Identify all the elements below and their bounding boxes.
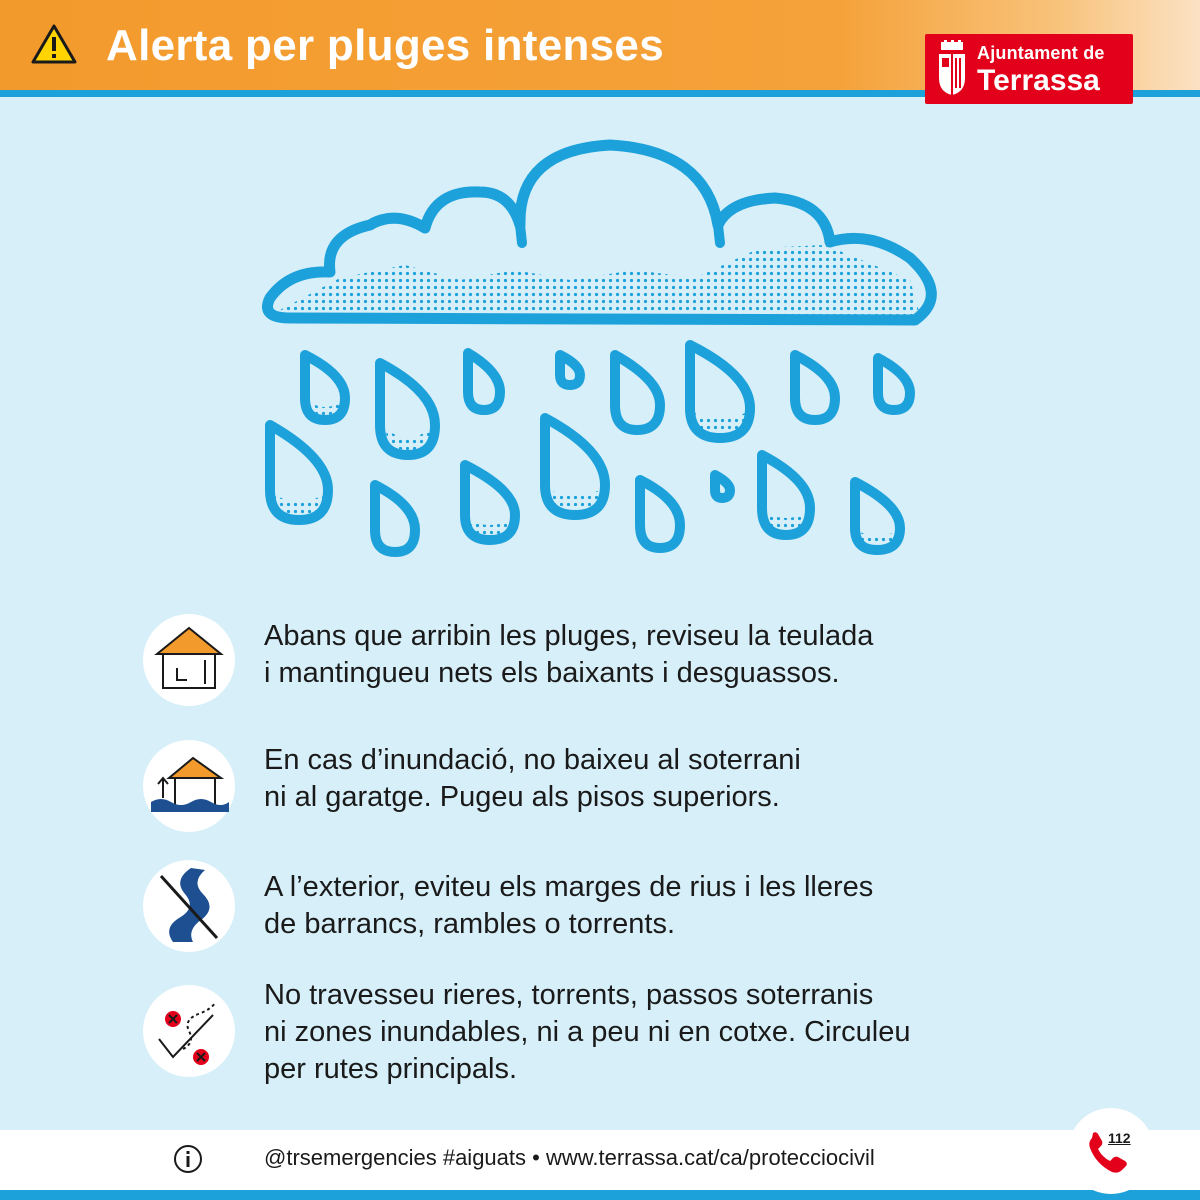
city-crest-icon	[937, 40, 967, 96]
tip-icon-circle	[143, 860, 235, 952]
city-logo[interactable]	[925, 34, 1133, 104]
emergency-number: 112	[1108, 1130, 1131, 1146]
footer-divider	[0, 1190, 1200, 1200]
info-icon[interactable]	[172, 1143, 204, 1175]
route-avoid-icon	[143, 985, 235, 1077]
tip-icon-circle	[143, 985, 235, 1077]
tip-line: No travesseu rieres, torrents, passos soterranis	[264, 979, 874, 1011]
tip-line: ni zones inundables, ni a peu ni en cotxe. Circuleu	[264, 1016, 911, 1048]
tip-icon-circle	[143, 614, 235, 706]
warning-triangle-icon	[31, 24, 77, 64]
tip-line: A l’exterior, eviteu els marges de rius i les lleres	[264, 871, 874, 903]
tip-text	[264, 742, 801, 816]
logo-text-top: Ajuntament de	[977, 43, 1105, 63]
tip-text	[264, 869, 873, 943]
footer-links[interactable]: @trsemergencies #aiguats • www.terrassa.cat/ca/protecciocivil	[264, 1145, 875, 1170]
tip-line: i mantingueu nets els baixants i desguassos.	[264, 657, 840, 689]
tip-text	[264, 977, 910, 1088]
no-river-icon	[143, 860, 235, 952]
tip-icon-circle	[143, 740, 235, 832]
tip-line: Abans que arribin les pluges, reviseu la teulada	[264, 620, 874, 652]
tip-line: de barrancs, rambles o torrents.	[264, 908, 676, 940]
flooded-house-icon	[143, 740, 235, 832]
page-title: Alerta per pluges intenses	[106, 21, 664, 70]
house-roof-gutter-icon	[143, 614, 235, 706]
tip-line: per rutes principals.	[264, 1053, 518, 1085]
phone-icon	[1068, 1108, 1154, 1194]
logo-text-city: Terrassa	[977, 64, 1100, 97]
emergency-call-badge[interactable]	[1068, 1108, 1154, 1194]
tip-line: En cas d’inundació, no baixeu al soterrani	[264, 744, 801, 776]
tip-line: ni al garatge. Pugeu als pisos superiors.	[264, 781, 780, 813]
rain-cloud-icon	[250, 130, 950, 570]
tip-text	[264, 618, 873, 692]
